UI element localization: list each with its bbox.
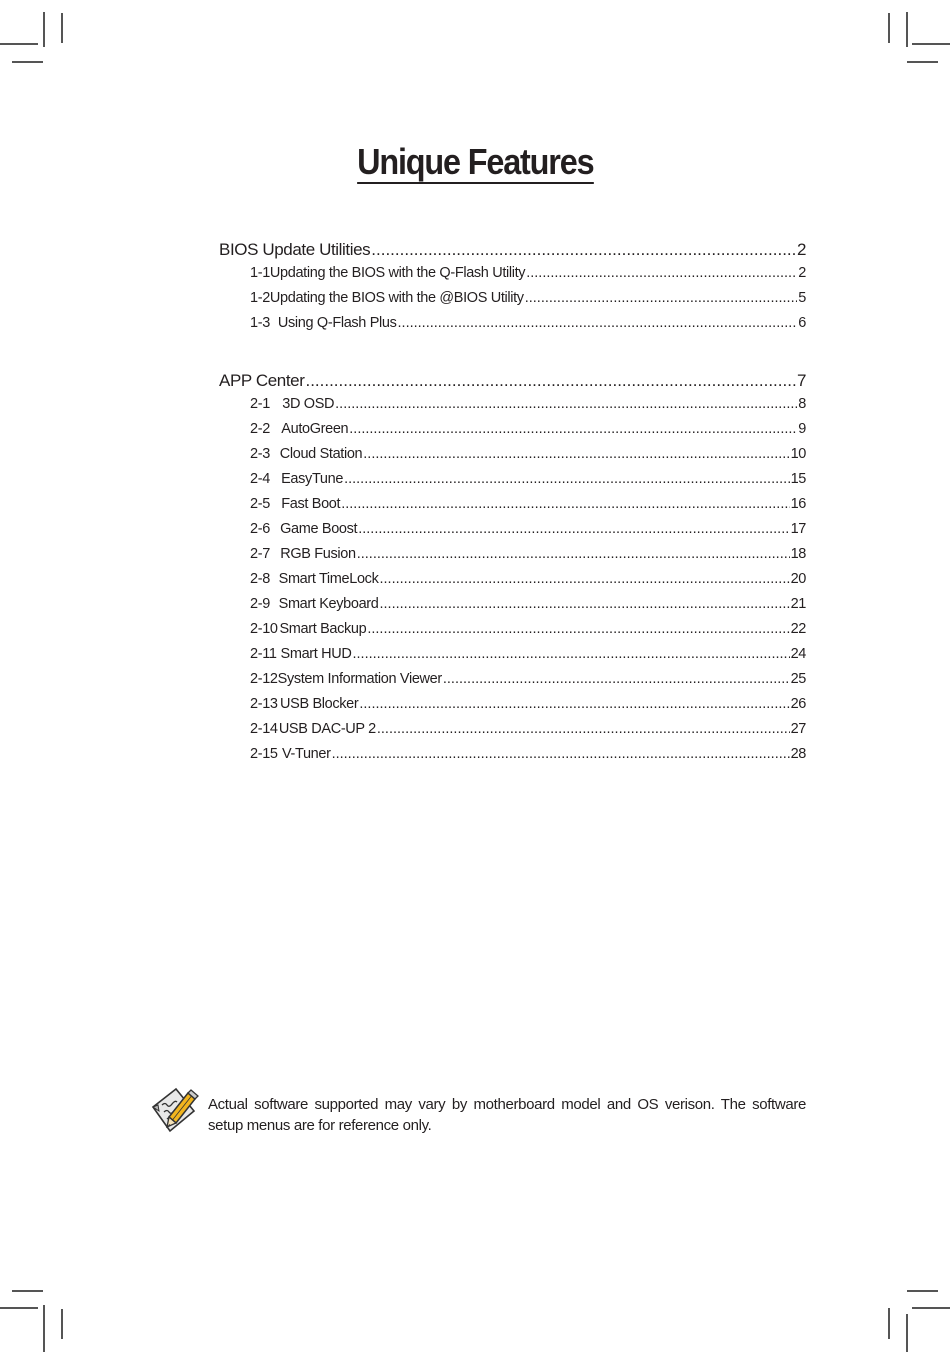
- toc-page-number: 8: [798, 396, 806, 412]
- toc-entry-number: 2-5: [250, 496, 270, 512]
- crop-mark: [61, 1309, 63, 1339]
- toc-page-number: 10: [790, 446, 806, 462]
- toc-entry-number: 2-1: [250, 396, 270, 412]
- dot-leader: [377, 721, 790, 737]
- page-title-container: [0, 143, 950, 184]
- toc-page-number: 2: [798, 265, 806, 281]
- dot-leader: [443, 671, 790, 687]
- toc-heading[interactable]: [219, 371, 806, 396]
- toc-entry[interactable]: [219, 746, 806, 771]
- toc-entry-number: 2-4: [250, 471, 270, 487]
- toc-entry-label: AutoGreen: [281, 421, 349, 437]
- dot-leader: [335, 396, 797, 412]
- toc-entry[interactable]: [219, 315, 806, 340]
- dot-leader: [525, 290, 798, 306]
- crop-mark: [912, 43, 950, 45]
- crop-mark: [912, 1307, 950, 1309]
- toc-page-number: 7: [796, 371, 806, 390]
- toc-entry-number: 2-15: [250, 746, 278, 762]
- dot-leader: [349, 421, 797, 437]
- crop-mark: [906, 12, 908, 47]
- dot-leader: [305, 371, 795, 391]
- toc-entry-number: 2-14: [250, 721, 278, 737]
- crop-mark: [0, 43, 38, 45]
- dot-leader: [332, 746, 790, 762]
- toc-page-number: 2: [796, 240, 806, 259]
- toc-entry[interactable]: [219, 471, 806, 496]
- toc-entry-label: 3D OSD: [282, 396, 335, 412]
- toc-page-number: 28: [790, 746, 806, 762]
- dot-leader: [358, 521, 789, 537]
- crop-mark: [907, 61, 938, 63]
- crop-mark: [12, 1290, 43, 1292]
- toc-entry-number: 2-9: [250, 596, 270, 612]
- toc-page-number: 27: [790, 721, 806, 737]
- toc-entry[interactable]: [219, 496, 806, 521]
- toc-entry-label: Smart Keyboard: [278, 596, 379, 612]
- toc-entry[interactable]: [219, 571, 806, 596]
- toc-entry-label: Updating the BIOS with the Q-Flash Utility: [269, 265, 526, 281]
- toc-entry-number: 2-7: [250, 546, 270, 562]
- crop-mark: [888, 1308, 890, 1339]
- toc-entry-label: Fast Boot: [281, 496, 341, 512]
- crop-mark: [907, 1290, 938, 1292]
- toc-page-number: 5: [798, 290, 806, 306]
- toc-entry-label: Updating the BIOS with the @BIOS Utility: [269, 290, 524, 306]
- toc-entry-label: USB Blocker: [280, 696, 359, 712]
- toc-entry-number: 2-11: [250, 646, 277, 662]
- toc-entry-label: RGB Fusion: [280, 546, 356, 562]
- toc-entry-label: USB DAC-UP 2: [278, 721, 376, 737]
- crop-mark: [12, 61, 43, 63]
- dot-leader: [341, 496, 789, 512]
- toc-entry-number: 1-2: [250, 290, 270, 306]
- toc-page-number: 9: [798, 421, 806, 437]
- toc-page-number: 22: [790, 621, 806, 637]
- toc-page-number: 16: [790, 496, 806, 512]
- toc-entry[interactable]: [219, 546, 806, 571]
- note-pencil-icon: [150, 1085, 202, 1135]
- toc-entry-number: 2-2: [250, 421, 270, 437]
- crop-mark: [906, 1314, 908, 1352]
- toc-entry[interactable]: [219, 721, 806, 746]
- dot-leader: [344, 471, 790, 487]
- toc-entry[interactable]: [219, 521, 806, 546]
- toc-entry-label: EasyTune: [281, 471, 344, 487]
- dot-leader: [352, 646, 789, 662]
- toc-entry-number: 2-8: [250, 571, 270, 587]
- toc-entry-number: 2-3: [250, 446, 270, 462]
- dot-leader: [398, 315, 798, 331]
- dot-leader: [367, 621, 789, 637]
- dot-leader: [359, 696, 789, 712]
- toc-section-app-center: [219, 371, 806, 771]
- toc-entry-number: 1-1: [250, 265, 270, 281]
- toc-entry[interactable]: [219, 596, 806, 621]
- toc-entry[interactable]: [219, 396, 806, 421]
- toc-entry[interactable]: [219, 265, 806, 290]
- toc-page-number: 18: [790, 546, 806, 562]
- toc-entry-number: 1-3: [250, 315, 270, 331]
- toc-entry-number: 2-6: [250, 521, 270, 537]
- toc-entry-label: Using Q-Flash Plus: [277, 315, 397, 331]
- crop-mark: [43, 1305, 45, 1352]
- toc-section-bios: [219, 240, 806, 340]
- toc-entry[interactable]: [219, 421, 806, 446]
- dot-leader: [357, 546, 790, 562]
- toc-heading-label: APP Center: [219, 371, 305, 390]
- dot-leader: [380, 596, 790, 612]
- toc-page-number: 26: [790, 696, 806, 712]
- toc-entry[interactable]: [219, 290, 806, 315]
- dot-leader: [379, 571, 789, 587]
- toc-page-number: 15: [790, 471, 806, 487]
- toc-entry-label: Smart HUD: [280, 646, 352, 662]
- toc-entry[interactable]: [219, 446, 806, 471]
- toc-entry[interactable]: [219, 621, 806, 646]
- dot-leader: [363, 446, 789, 462]
- toc-page-number: 6: [798, 315, 806, 331]
- toc-entry[interactable]: [219, 696, 806, 721]
- page-title: Unique Features: [356, 141, 594, 182]
- toc-entry-number: 2-13: [250, 696, 278, 712]
- toc-heading[interactable]: [219, 240, 806, 265]
- crop-mark: [43, 12, 45, 47]
- crop-mark: [0, 1307, 38, 1309]
- toc-entry-number: 2-10: [250, 621, 278, 637]
- toc-entry-label: Smart TimeLock: [278, 571, 379, 587]
- toc-page-number: 24: [790, 646, 806, 662]
- note-text: Actual software supported may vary by motherboard model and OS verison. The software setup menus are for reference only.: [208, 1096, 806, 1134]
- toc-page-number: 25: [790, 671, 806, 687]
- toc-page-number: 20: [790, 571, 806, 587]
- dot-leader: [526, 265, 797, 281]
- toc-entry-label: Smart Backup: [279, 621, 367, 637]
- toc-entry[interactable]: [219, 671, 806, 696]
- toc-entry-label: V-Tuner: [281, 746, 331, 762]
- toc-entry[interactable]: [219, 646, 806, 671]
- toc-entry-label: Game Boost: [280, 521, 358, 537]
- toc-page-number: 17: [790, 521, 806, 537]
- crop-mark: [888, 13, 890, 43]
- toc-page-number: 21: [790, 596, 806, 612]
- dot-leader: [371, 240, 796, 260]
- toc-entry-label: System Information Viewer: [277, 671, 442, 687]
- toc-heading-label: BIOS Update Utilities: [219, 240, 371, 259]
- crop-mark: [61, 13, 63, 43]
- toc-entry-number: 2-12: [250, 671, 278, 687]
- toc-entry-label: Cloud Station: [279, 446, 363, 462]
